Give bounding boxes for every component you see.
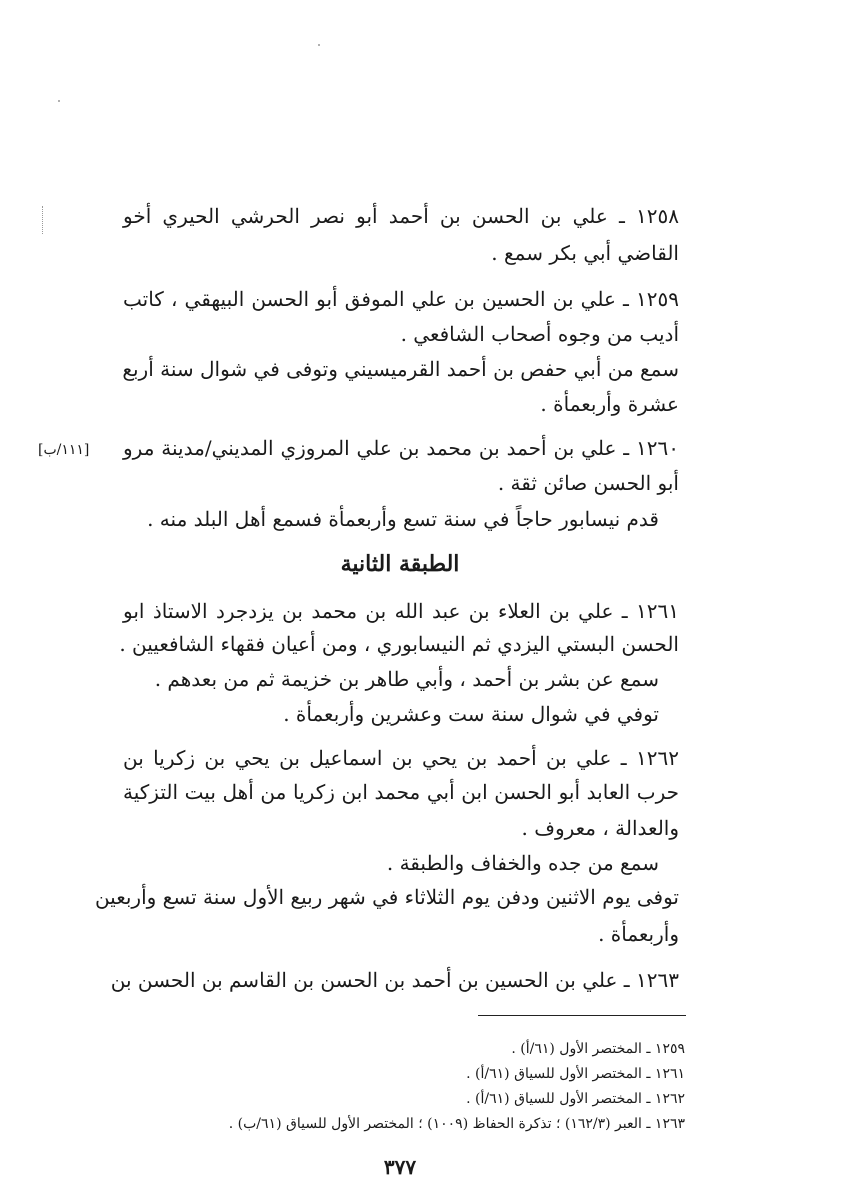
entry-1261-line-3: سمع عن بشر بن أحمد ، وأبي طاهر بن خزيمة ثم من بعدهم . (154, 667, 659, 691)
page-number: ٣٧٧ (383, 1155, 417, 1179)
entry-1260-line-1: ١٢٦٠ ـ علي بن أحمد بن محمد بن علي المروزي المديني/مدينة مرو (123, 436, 679, 460)
entry-1259-line-1: ١٢٥٩ ـ علي بن الحسين بن علي الموفق أبو الحسن البيهقي ، كاتب (123, 287, 679, 311)
section-heading: الطبقة الثانية (340, 551, 460, 577)
margin-folio-note: [١١١/ب] (38, 442, 90, 458)
entry-1258-line-2: القاضي أبي بكر سمع . (491, 241, 679, 265)
footnote-1261: ١٢٦١ ـ المختصر الأول للسياق (٦١/أ) . (466, 1066, 685, 1082)
entry-1262-line-1: ١٢٦٢ ـ علي بن أحمد بن يحي بن اسماعيل بن يحي بن زكريا بن (123, 746, 679, 770)
footnote-1262: ١٢٦٢ ـ المختصر الأول للسياق (٦١/أ) . (466, 1091, 685, 1107)
entry-1260-line-2: أبو الحسن صائن ثقة . (497, 471, 679, 495)
entry-1259-line-3: سمع من أبي حفص بن أحمد القرميسيني وتوفى في شوال سنة أربع (122, 357, 679, 381)
footnote-1263: ١٢٦٣ ـ العبر (١٦٢/٣) ؛ تذكرة الحفاظ (١٠٠٩) ؛ المختصر الأول للسياق (٦١/ب) . (228, 1116, 685, 1132)
entry-1262-line-2: حرب العابد أبو الحسن ابن أبي محمد ابن زكريا من أهل بيت التزكية (123, 780, 679, 804)
footnote-1259: ١٢٥٩ ـ المختصر الأول (٦١/أ) . (511, 1041, 685, 1057)
entry-1258-line-1: ١٢٥٨ ـ علي بن الحسن بن أحمد أبو نصر الحرشي الحيري أخو (123, 204, 679, 228)
entry-1259-line-4: عشرة وأربعمأة . (540, 392, 679, 416)
entry-1260-line-3: قدم نيسابور حاجاً في سنة تسع وأربعمأة فسمع أهل البلد منه . (147, 507, 659, 531)
entry-1259-line-2: أديب من وجوه أصحاب الشافعي . (400, 322, 679, 346)
entry-1262-line-4: سمع من جده والخفاف والطبقة . (386, 851, 659, 875)
entry-1263-line-1: ١٢٦٣ ـ علي بن الحسين بن أحمد بن الحسن بن القاسم بن الحسن بن (110, 968, 679, 992)
entry-1262-line-6: وأربعمأة . (598, 922, 679, 946)
scan-speck (58, 100, 60, 102)
entry-1261-line-1: ١٢٦١ ـ علي بن العلاء بن عبد الله بن محمد بن يزدجرد الاستاذ ابو (123, 599, 679, 623)
entry-1262-line-5: توفى يوم الاثنين ودفن يوم الثلاثاء في شهر ربيع الأول سنة تسع وأربعين (94, 885, 679, 909)
entry-1262-line-3: والعدالة ، معروف . (521, 816, 679, 840)
scan-speck (318, 44, 320, 46)
footnote-rule (478, 1015, 686, 1016)
scan-mark (42, 206, 45, 234)
entry-1261-line-4: توفي في شوال سنة ست وعشرين وأربعمأة . (283, 702, 659, 726)
entry-1261-line-2: الحسن البستي اليزدي ثم النيسابوري ، ومن أعيان فقهاء الشافعيين . (119, 632, 679, 656)
